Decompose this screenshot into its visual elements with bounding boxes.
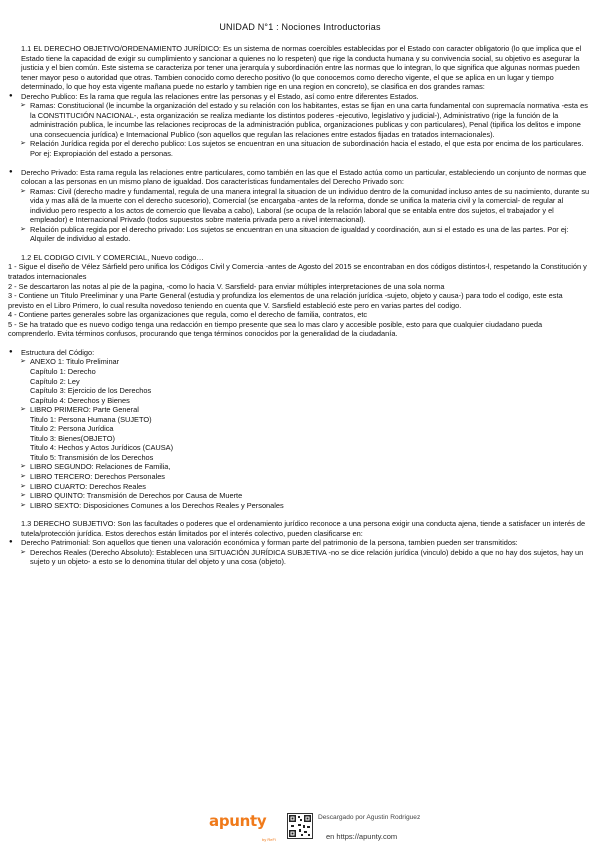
- derecho-patrimonial: ● Derecho Patrimonial: Son aquellos que tienen una valoración económica y forman parte del patrimonio de la persona, tambien pueden ser transmitidos:: [8, 538, 590, 548]
- s12-item: 3 - Contiene un Titulo Preeliminar y una Parte General (estudia y profundiza los elementos de una relación jurídica -sujeto, objeto y causa-) para todo el codigo, este esta previsto en el Libro Primero, lo cual resulta novedoso teniendo en cuenta que V. Sarsfield estableció este pero en varias partes del codigo.: [8, 291, 563, 310]
- s11-intro: 1.1 EL DERECHO OBJETIVO/ORDENAMIENTO JURÍDICO: Es un sistema de normas coercibles establecidas por el Estado con caracter obligatorio (lo que implica que el Estado tiene la capacidad de exigir su cumplimiento y sancionar a quienes no lo respeten) que rige la conducta humana y su convivencia social, su objetivo es asegurar la justicia y el bien común. Este sistema se caracteriza por tener una jerarquía y subordinación entre las normas que lo integran, lo que significa que algunas normas pueden tener mayor peso o autoridad que otras. Tambien conocido como derecho positivo (lo que conocemos como derecho vigente, el que se aplica en un lugar y tiempo determinado, lo que hoy esta vigente mañana puede no estarlo y tambien rige en una region en concreto), se clasifica en dos grandes ramas:: [21, 44, 582, 92]
- anexo-capitulo: Capítulo 1: Derecho: [30, 366, 96, 376]
- libro-item: ➢ LIBRO CUARTO: Derechos Reales: [8, 482, 590, 492]
- libro-item: ➢ LIBRO SEGUNDO: Relaciones de Familia,: [8, 462, 590, 472]
- download-notice: Descargado por Agustin Rodriguez: [318, 814, 458, 822]
- download-url[interactable]: en https://apunty.com: [326, 832, 398, 841]
- libro-titulo: Titulo 2: Persona Jurídica: [30, 424, 114, 434]
- s12-item: 1 - Sigue el diseño de Vélez Sárfield pero unifica los Códigos Civil y Comercia -antes de Agosto del 2015 se encontraban en dos códigos distintos-l, respetando la Constitución y tratados internacionales: [8, 262, 587, 282]
- s12-item: 5 - Se ha tratado que es nuevo codigo tenga una redacción en tiempo presente que sea lo mas claro y accesible posible, esto para que cualquier ciudadano pueda comprenderlo. Evita términos confusos, procurando que tenga términos conocidos por la generalidad de la ciudadanía.: [8, 319, 543, 339]
- s12-item: 4 - Contiene partes generales sobre las organizaciones que regula, como el derecho de familia, contratos, etc: [8, 310, 368, 320]
- anexo-capitulo: Capítulo 3: Ejercicio de los Derechos: [30, 386, 152, 396]
- libro-titulo: Titulo 4: Hechos y Actos Jurídicos (CAUSA): [30, 443, 174, 453]
- apunty-logo-sub: by ReFi: [262, 837, 276, 842]
- libro-item: ➢ LIBRO QUINTO: Transmisión de Derechos por Causa de Muerte: [8, 491, 590, 501]
- s12-item: 2 - Se descartaron las notas al pie de la pagina, -como lo hacia V. Sarsfield- para enviar múltiples interpretaciones de una sola norma: [8, 281, 445, 291]
- libro-item: ➢ LIBRO TERCERO: Derechos Personales: [8, 472, 590, 482]
- derechos-reales: ➢ Derechos Reales (Derecho Absoluto): Establecen una SITUACIÓN JURÍDICA SUBJETIVA -no se dice relación jurídica (vinculo) debido a que no hay dos sujetos, hay un sujeto y un objeto- a esto se lo denomina titular del objeto y una cosa (objeto).: [8, 548, 590, 567]
- libro-titulo: Titulo 3: Bienes(OBJETO): [30, 433, 116, 443]
- libro-titulo: Titulo 1: Persona Humana (SUJETO): [30, 414, 152, 424]
- qr-code-icon[interactable]: [287, 813, 313, 839]
- s13-intro: 1.3 DERECHO SUBJETIVO: Son las facultades o poderes que el ordenamiento jurídico reconoce a una persona exigir una conducta ajena, tiende a satisfacer un interés de tutela/protección jurídica. Estos derechos están limitados por el interés colectivo, pueden clasificarse en:: [21, 519, 586, 538]
- derecho-publico-relacion: ➢ Relación Jurídica regida por el derecho publico: Los sujetos se encuentran en una situacion de subordinación hacia el estado, el que esta por encima de los particulares. Por ej: Expropiación del estado a personas.: [8, 139, 590, 158]
- s12-heading: 1.2 EL CODIGO CIVIL Y COMERCIAL, Nuevo codigo…: [21, 252, 204, 262]
- anexo-capitulo: Capítulo 4: Derechos y Bienes: [30, 395, 130, 405]
- libro-item: ➢ LIBRO SEXTO: Disposiciones Comunes a los Derechos Reales y Personales: [8, 501, 590, 511]
- derecho-privado-ramas: ➢ Ramas: Civil (derecho madre y fundamental, regula de una manera integral la situacion de un individuo dentro de la comunidad incluso antes de su nacimiento, durante su vida y mas allá de la muerte con el derecho sucesorio), Comercial (se encargaba -antes de la reforma, donde se unifica la materia civil y la comercial- de regular al individuo pero respecto a los actos de comercio que llevaba a cabo), Laboral (se ocupa de la relación laboral que se entabla entre dos sujetos, el trabajador y el empleador) e Internacional Privado (todos supuestos sobre materia privada pero a nivel internacional).: [8, 187, 590, 225]
- anexo-capitulo: Capítulo 2: Ley: [30, 376, 80, 386]
- document-body: [8, 44, 590, 567]
- anexo-item: ➢ ANEXO 1: Titulo Preliminar: [8, 357, 590, 367]
- derecho-publico: ● Derecho Publico: Es la rama que regula las relaciones entre las personas y el Estado, así como entre diferentes Estados.: [8, 92, 590, 102]
- estructura-heading: ● Estructura del Código:: [8, 348, 590, 358]
- libro-titulo: Titulo 5: Transmisión de los Derechos: [30, 452, 154, 462]
- apunty-logo[interactable]: apunty: [209, 812, 267, 830]
- derecho-privado-relacion: ➢ Relación publica regida por el derecho privado: Los sujetos se encuentran en una situacion de igualdad y coordinación, aun si el estado es una de las partes. Por ej: Alquiler de individuo al estado.: [8, 225, 590, 244]
- derecho-privado: ● Derecho Privado: Esta rama regula las relaciones entre particulares, como también en las que el Estado actúa como un particular, estableciendo un conjunto de normas que colocan a las personas en un mismo plano de igualdad. Dos características fundamentales del Derecho Privado son:: [8, 168, 590, 187]
- page-title: UNIDAD N°1 : Nociones Introductorias: [219, 22, 381, 32]
- derecho-publico-ramas: ➢ Ramas: Constitucional (le incumbe la organización del estado y su relación con los habitantes, estas se fijan en una carta fundamental con supremacía normativa -esta es la CONSTITUCIÓN NACIONAL-, esta organización se realiza mediante los distintos poderes -ejecutivo, legislativo y judicial-), Administrativo (rige la función de la administración publica, le incumbe las relaciones reciprocas de la administración publica, organizaciones publicas y con particulares), Penal (tipifica los delitos e impone una consecuencia jurídica) e Internacional Publico (son aquellos que regulan las relaciones entre estados fijadas en tratados internacionales).: [8, 101, 590, 139]
- libro-primero: ➢ LIBRO PRIMERO: Parte General: [8, 405, 590, 415]
